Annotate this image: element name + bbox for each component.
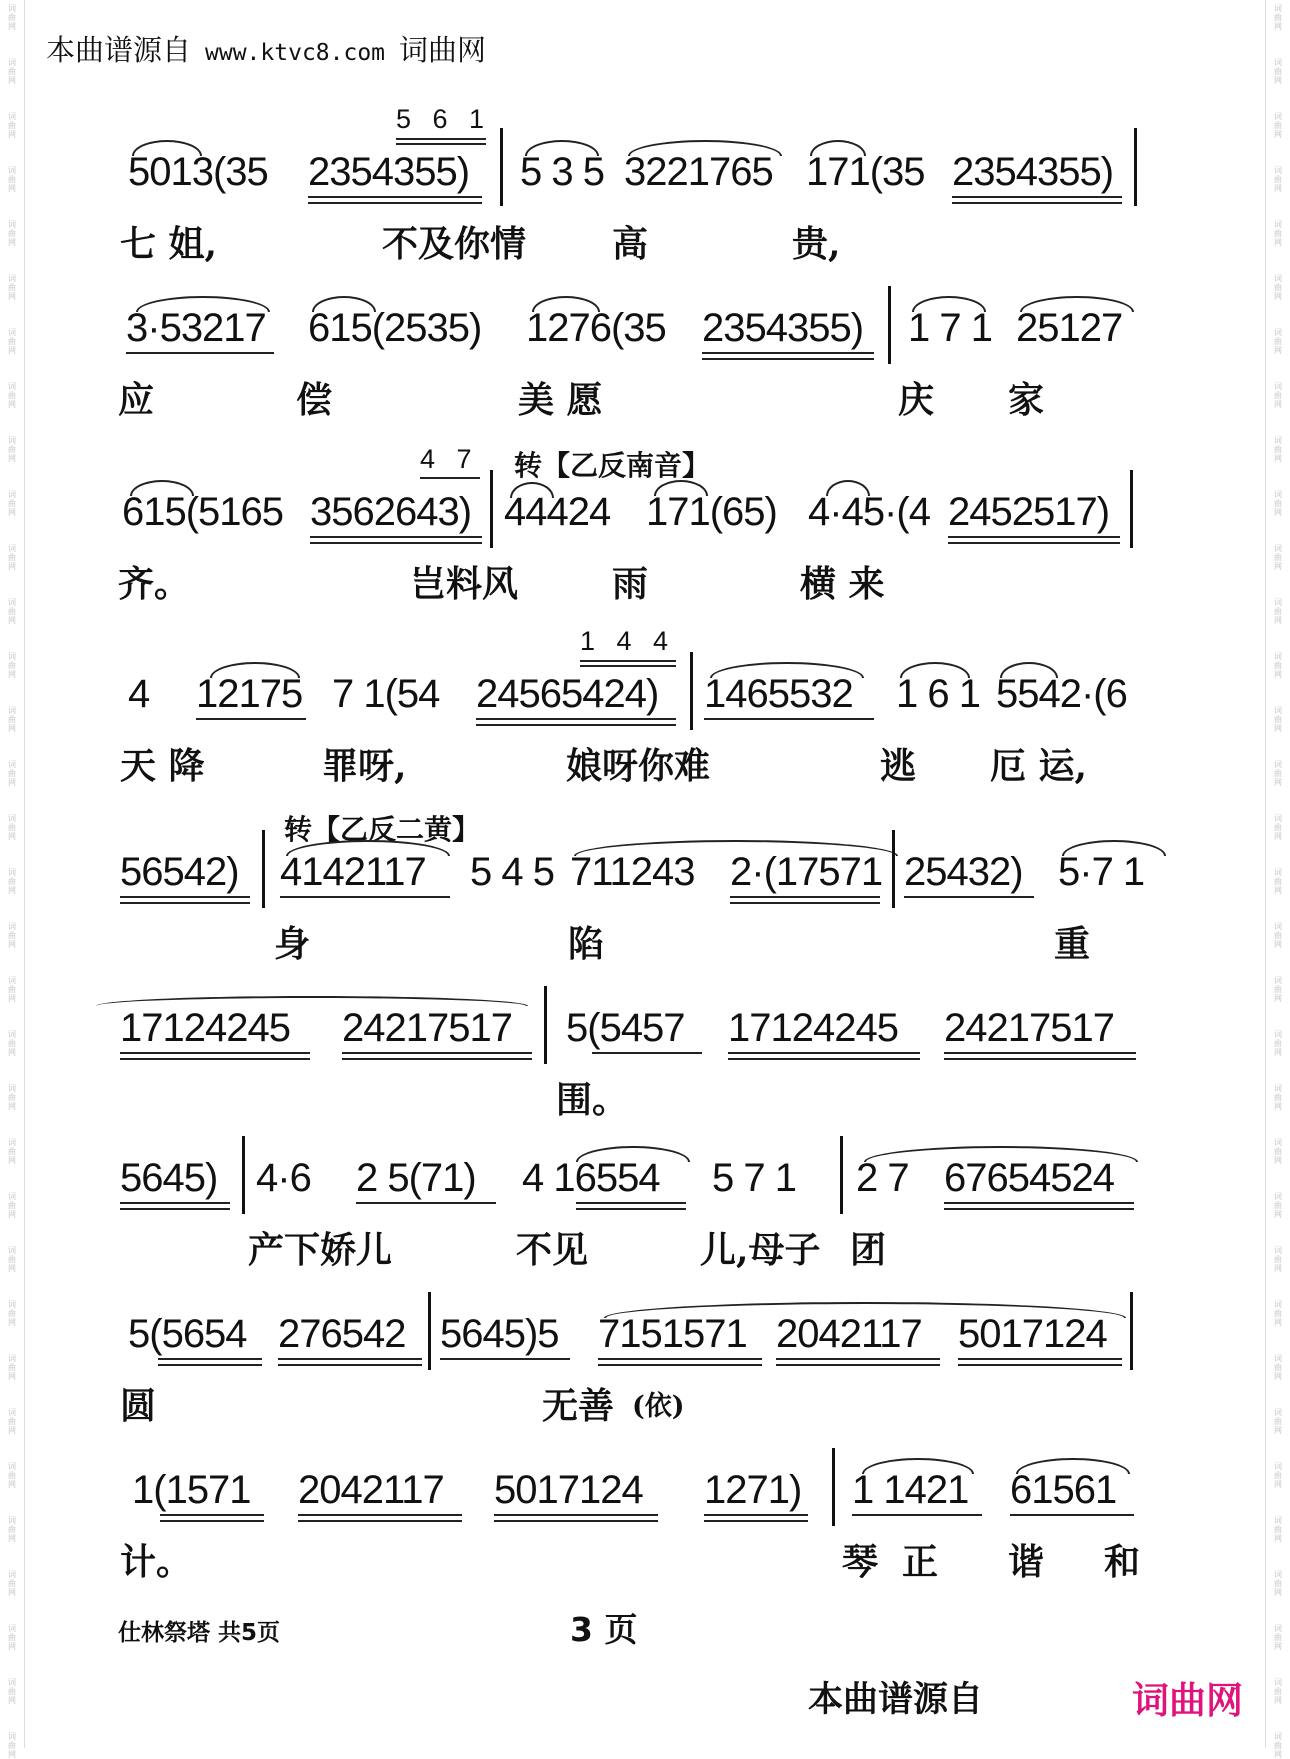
lyric: 应 bbox=[118, 379, 155, 421]
lyric: 七 姐, bbox=[120, 223, 218, 265]
grace-notes: 5 6 1 bbox=[396, 104, 492, 134]
watermark-text: 词 曲 网 bbox=[1274, 814, 1282, 841]
watermark-text: 词 曲 网 bbox=[1274, 1678, 1282, 1705]
watermark-text: 词 曲 网 bbox=[1274, 1300, 1282, 1327]
bar-line bbox=[428, 1292, 431, 1370]
notation-group: 5·7 1 bbox=[1058, 850, 1145, 894]
watermark-text: 词 曲 网 bbox=[8, 652, 16, 679]
watermark-text: 词 曲 网 bbox=[1274, 1570, 1282, 1597]
lyric: 齐。 bbox=[118, 563, 191, 605]
underline bbox=[958, 1358, 1122, 1360]
notation-group: 67654524 bbox=[944, 1156, 1114, 1200]
underline bbox=[1010, 1514, 1134, 1516]
underline bbox=[598, 1358, 762, 1360]
watermark-text: 词 曲 网 bbox=[8, 112, 16, 139]
watermark-text: 词 曲 网 bbox=[8, 976, 16, 1003]
bar-line bbox=[892, 830, 895, 908]
underline bbox=[952, 202, 1122, 204]
underline bbox=[904, 896, 1034, 898]
lyric: 贵, bbox=[792, 223, 841, 265]
bar-line bbox=[888, 286, 891, 364]
notation-group: 2354355) bbox=[952, 150, 1114, 194]
underline bbox=[120, 1202, 230, 1204]
underline bbox=[342, 1058, 532, 1060]
watermark-text: 词 曲 网 bbox=[8, 544, 16, 571]
footer-source-label: 本曲谱源自 bbox=[808, 1680, 984, 1720]
notation-group: 2452517) bbox=[948, 490, 1110, 534]
notation-group: 171(65) bbox=[646, 490, 777, 534]
watermark-text: 词 曲 网 bbox=[8, 382, 16, 409]
bar-line bbox=[262, 830, 265, 908]
notation-group: 4·45·(4 bbox=[808, 490, 930, 534]
watermark-text: 词 曲 网 bbox=[1274, 382, 1282, 409]
notation-group: 4 bbox=[128, 672, 150, 716]
right-watermark-column bbox=[1266, 0, 1290, 1759]
watermark-text: 词 曲 网 bbox=[8, 166, 16, 193]
underline bbox=[160, 1514, 264, 1516]
underline bbox=[958, 1364, 1122, 1366]
lyric: 美 愿 bbox=[518, 379, 603, 421]
watermark-text: 词 曲 网 bbox=[8, 1624, 16, 1651]
watermark-text: 词 曲 网 bbox=[1274, 1462, 1282, 1489]
underline bbox=[440, 1358, 570, 1360]
underline bbox=[420, 477, 480, 479]
lyric: 厄 运, bbox=[990, 745, 1088, 787]
notation-group: 2354355) bbox=[702, 306, 864, 350]
notation-group: 3221765 bbox=[624, 150, 773, 194]
watermark-text: 词 曲 网 bbox=[8, 1354, 16, 1381]
bar-line bbox=[500, 128, 503, 206]
bar-line bbox=[242, 1136, 245, 1214]
bar-line bbox=[1130, 1292, 1133, 1370]
notation-group: 5017124 bbox=[958, 1312, 1107, 1356]
notation-group: 171(35 bbox=[806, 150, 925, 194]
watermark-text: 词 曲 网 bbox=[8, 436, 16, 463]
bar-line bbox=[1130, 470, 1133, 548]
watermark-text: 词 曲 网 bbox=[1274, 544, 1282, 571]
notation-group: 5013(35 bbox=[128, 150, 268, 194]
watermark-text: 词 曲 网 bbox=[1274, 1732, 1282, 1759]
notation-group: 3562643) bbox=[310, 490, 472, 534]
notation-group: 17124245 bbox=[728, 1006, 898, 1050]
underline bbox=[730, 902, 880, 904]
watermark-text: 词 曲 网 bbox=[1274, 760, 1282, 787]
header-site-name: 词曲网 bbox=[399, 33, 487, 67]
watermark-text: 词 曲 网 bbox=[1274, 58, 1282, 85]
lyric: 儿,母子 bbox=[700, 1229, 821, 1271]
underline bbox=[948, 542, 1120, 544]
underline bbox=[702, 352, 874, 354]
watermark-text: 词 曲 网 bbox=[8, 58, 16, 85]
underline bbox=[310, 542, 482, 544]
lyric: 围。 bbox=[556, 1079, 629, 1121]
watermark-text: 词 曲 网 bbox=[8, 1732, 16, 1759]
notation-group: 2042117 bbox=[776, 1312, 922, 1356]
watermark-text: 词 曲 网 bbox=[8, 1084, 16, 1111]
page-header bbox=[46, 28, 486, 69]
notation-group: 1(1571 bbox=[132, 1468, 251, 1512]
notation-group: 1276(35 bbox=[526, 306, 666, 350]
watermark-text: 词 曲 网 bbox=[1274, 1246, 1282, 1273]
notation-group: 615(2535) bbox=[308, 306, 482, 350]
underline bbox=[120, 896, 250, 898]
notation-group: 615(5165 bbox=[122, 490, 284, 534]
notation-group: 17124245 bbox=[120, 1006, 290, 1050]
grace-notes: 4 7 bbox=[420, 444, 479, 474]
notation-group: 5 7 1 bbox=[712, 1156, 796, 1200]
underline bbox=[298, 1514, 462, 1516]
watermark-text: 词 曲 网 bbox=[1274, 166, 1282, 193]
notation-group: 2 5(71) bbox=[356, 1156, 476, 1200]
lyric: 无善 bbox=[542, 1385, 615, 1427]
watermark-text: 词 曲 网 bbox=[8, 4, 16, 31]
underline bbox=[704, 1514, 808, 1516]
watermark-text: 词 曲 网 bbox=[1274, 1516, 1282, 1543]
notation-group: 12175 bbox=[196, 672, 303, 716]
notation-group: 5 4 5 bbox=[470, 850, 554, 894]
watermark-text: 词 曲 网 bbox=[8, 760, 16, 787]
underline bbox=[580, 665, 676, 667]
notation-group: 7 1(54 bbox=[332, 672, 440, 716]
watermark-text: 词 曲 网 bbox=[8, 1516, 16, 1543]
notation-group: 4142117 bbox=[280, 850, 426, 894]
underline bbox=[948, 536, 1120, 538]
notation-group: 3·53217 bbox=[126, 306, 266, 350]
underline bbox=[342, 1052, 532, 1054]
watermark-text: 词 曲 网 bbox=[1274, 274, 1282, 301]
lyric: 天 降 bbox=[120, 745, 205, 787]
watermark-text: 词 曲 网 bbox=[8, 274, 16, 301]
underline bbox=[120, 1208, 230, 1210]
notation-group: 4·6 bbox=[256, 1156, 311, 1200]
underline bbox=[396, 138, 486, 140]
notation-group: 5542·(6 bbox=[996, 672, 1127, 716]
lyric: 身 bbox=[274, 923, 311, 965]
underline bbox=[576, 1208, 686, 1210]
underline bbox=[356, 1202, 496, 1204]
notation-group: 711243 bbox=[570, 850, 695, 894]
underline bbox=[120, 1052, 310, 1054]
notation-group: 56542) bbox=[120, 850, 239, 894]
lyric: 谐 bbox=[1008, 1541, 1045, 1583]
underline bbox=[158, 1358, 262, 1360]
underline bbox=[776, 1358, 940, 1360]
underline bbox=[476, 724, 676, 726]
watermark-text: 词 曲 网 bbox=[8, 1300, 16, 1327]
header-url[interactable]: www.ktvc8.com bbox=[205, 40, 386, 66]
watermark-text: 词 曲 网 bbox=[8, 1138, 16, 1165]
underline bbox=[476, 718, 676, 720]
underline bbox=[776, 1364, 940, 1366]
watermark-text: 词 曲 网 bbox=[1274, 1138, 1282, 1165]
notation-group: 4 16554 bbox=[522, 1156, 660, 1200]
notation-group: 24565424) bbox=[476, 672, 659, 716]
lyric: 逃 bbox=[880, 745, 917, 787]
bar-line bbox=[544, 986, 547, 1064]
underline bbox=[126, 352, 274, 354]
watermark-text: 词 曲 网 bbox=[1274, 328, 1282, 355]
bar-line bbox=[690, 652, 693, 730]
watermark-text: 词 曲 网 bbox=[1274, 1030, 1282, 1057]
watermark-text: 词 曲 网 bbox=[1274, 112, 1282, 139]
watermark-text: 词 曲 网 bbox=[8, 1192, 16, 1219]
watermark-text: 词 曲 网 bbox=[8, 1246, 16, 1273]
watermark-text: 词 曲 网 bbox=[1274, 922, 1282, 949]
notation-group: 5645) bbox=[120, 1156, 218, 1200]
grace-notes: 1 4 4 bbox=[580, 626, 676, 656]
notation-group: 5017124 bbox=[494, 1468, 643, 1512]
lyric: 庆 bbox=[898, 379, 935, 421]
watermark-text: 词 曲 网 bbox=[8, 328, 16, 355]
lyric: 偿 bbox=[296, 379, 333, 421]
underline bbox=[952, 196, 1122, 198]
notation-group: 276542 bbox=[278, 1312, 406, 1356]
underline bbox=[592, 1052, 702, 1054]
underline bbox=[580, 660, 676, 662]
watermark-text: 词 曲 网 bbox=[1274, 490, 1282, 517]
bar-line bbox=[1134, 128, 1137, 206]
notation-group: 24217517 bbox=[944, 1006, 1114, 1050]
lyric: 和 bbox=[1104, 1541, 1141, 1583]
watermark-text: 词 曲 网 bbox=[8, 1570, 16, 1597]
notation-group: 25432) bbox=[904, 850, 1023, 894]
lyric: 圆 bbox=[120, 1385, 157, 1427]
watermark-text: 词 曲 网 bbox=[8, 1408, 16, 1435]
page-number: 3 页 bbox=[570, 1610, 638, 1649]
underline bbox=[396, 143, 486, 145]
underline bbox=[944, 1202, 1134, 1204]
watermark-text: 词 曲 网 bbox=[1274, 436, 1282, 463]
watermark-text: 词 曲 网 bbox=[1274, 4, 1282, 31]
underline bbox=[120, 1058, 310, 1060]
underline bbox=[120, 902, 250, 904]
watermark-text: 词 曲 网 bbox=[8, 922, 16, 949]
bar-line bbox=[840, 1136, 843, 1214]
notation-group: 1271) bbox=[704, 1468, 802, 1512]
lyric: 雨 bbox=[612, 563, 649, 605]
lyric: 岂料风 bbox=[410, 563, 519, 605]
underline bbox=[310, 536, 482, 538]
notation-group: 25127 bbox=[1016, 306, 1123, 350]
watermark-text: 词 曲 网 bbox=[8, 220, 16, 247]
lyric: 琴 bbox=[842, 1541, 879, 1583]
footer-title: 仕林祭塔 共5页 bbox=[118, 1620, 281, 1646]
notation-group: 5 3 5 bbox=[520, 150, 604, 194]
underline bbox=[852, 1514, 982, 1516]
watermark-text: 词 曲 网 bbox=[8, 868, 16, 895]
mode-change-label: 转【乙反二黄】 bbox=[284, 813, 481, 846]
watermark-text: 词 曲 网 bbox=[1274, 868, 1282, 895]
bar-line bbox=[490, 470, 493, 548]
slur bbox=[96, 996, 528, 1006]
left-watermark-column bbox=[0, 0, 24, 1759]
lyric: 产下娇儿 bbox=[248, 1229, 393, 1271]
underline bbox=[944, 1058, 1136, 1060]
lyric: 罪呀, bbox=[322, 745, 407, 787]
watermark-text: 词 曲 网 bbox=[1274, 1354, 1282, 1381]
notation-group: 2 7 bbox=[856, 1156, 909, 1200]
watermark-text: 词 曲 网 bbox=[8, 598, 16, 625]
lyric: 娘呀你难 bbox=[566, 745, 711, 787]
underline bbox=[160, 1520, 264, 1522]
underline bbox=[308, 202, 482, 204]
underline bbox=[158, 1364, 262, 1366]
watermark-text: 词 曲 网 bbox=[8, 814, 16, 841]
watermark-text: 词 曲 网 bbox=[1274, 652, 1282, 679]
underline bbox=[308, 196, 482, 198]
underline bbox=[730, 896, 880, 898]
notation-group: 1 6 1 bbox=[896, 672, 980, 716]
notation-group: 5(5457 bbox=[566, 1006, 685, 1050]
lyric: 横 来 bbox=[800, 563, 885, 605]
underline bbox=[944, 1208, 1134, 1210]
site-logo[interactable]: 词曲网 bbox=[1132, 1679, 1243, 1722]
underline bbox=[278, 1364, 422, 1366]
notation-group: 1 1421 bbox=[852, 1468, 969, 1512]
underline bbox=[280, 896, 450, 898]
notation-group: 2·(17571 bbox=[730, 850, 883, 894]
underline bbox=[576, 1202, 686, 1204]
underline bbox=[704, 1520, 808, 1522]
watermark-text: 词 曲 网 bbox=[8, 490, 16, 517]
notation-group: 24217517 bbox=[342, 1006, 512, 1050]
underline bbox=[278, 1358, 422, 1360]
lyric: 正 bbox=[902, 1541, 939, 1583]
notation-group: 61561 bbox=[1010, 1468, 1117, 1512]
watermark-text: 词 曲 网 bbox=[8, 706, 16, 733]
lyric: 不及你情 bbox=[382, 223, 527, 265]
underline bbox=[298, 1520, 462, 1522]
lyric: 计。 bbox=[120, 1541, 193, 1583]
underline bbox=[494, 1514, 658, 1516]
notation-group: 2042117 bbox=[298, 1468, 444, 1512]
lyric-aside: (依) bbox=[632, 1391, 685, 1422]
mode-change-label: 转【乙反南音】 bbox=[514, 449, 711, 482]
lyric: 陷 bbox=[568, 923, 605, 965]
lyric: 不见 bbox=[516, 1229, 589, 1271]
watermark-text: 词 曲 网 bbox=[1274, 1624, 1282, 1651]
notation-group: 7151571 bbox=[598, 1312, 747, 1356]
watermark-text: 词 曲 网 bbox=[1274, 220, 1282, 247]
lyric: 团 bbox=[850, 1229, 887, 1271]
notation-group: 44424 bbox=[504, 490, 611, 534]
watermark-text: 词 曲 网 bbox=[1274, 706, 1282, 733]
underline bbox=[944, 1052, 1136, 1054]
watermark-text: 词 曲 网 bbox=[1274, 1408, 1282, 1435]
notation-group: 1465532 bbox=[704, 672, 853, 716]
notation-group: 5645)5 bbox=[440, 1312, 559, 1356]
underline bbox=[196, 718, 306, 720]
bar-line bbox=[832, 1448, 835, 1526]
underline bbox=[598, 1364, 762, 1366]
lyric: 高 bbox=[612, 223, 649, 265]
underline bbox=[704, 718, 874, 720]
underline bbox=[494, 1520, 658, 1522]
watermark-text: 词 曲 网 bbox=[1274, 1084, 1282, 1111]
watermark-text: 词 曲 网 bbox=[8, 1030, 16, 1057]
lyric: 重 bbox=[1054, 923, 1091, 965]
underline bbox=[728, 1052, 920, 1054]
watermark-text: 词 曲 网 bbox=[1274, 976, 1282, 1003]
watermark-text: 词 曲 网 bbox=[1274, 598, 1282, 625]
notation-group: 1 7 1 bbox=[908, 306, 992, 350]
lyric: 家 bbox=[1008, 379, 1045, 421]
watermark-text: 词 曲 网 bbox=[8, 1678, 16, 1705]
header-source-label: 本曲谱源自 bbox=[46, 33, 192, 67]
underline bbox=[728, 1058, 920, 1060]
watermark-text: 词 曲 网 bbox=[1274, 1192, 1282, 1219]
watermark-text: 词 曲 网 bbox=[8, 1462, 16, 1489]
notation-group: 2354355) bbox=[308, 150, 470, 194]
underline bbox=[702, 358, 874, 360]
notation-group: 5(5654 bbox=[128, 1312, 247, 1356]
